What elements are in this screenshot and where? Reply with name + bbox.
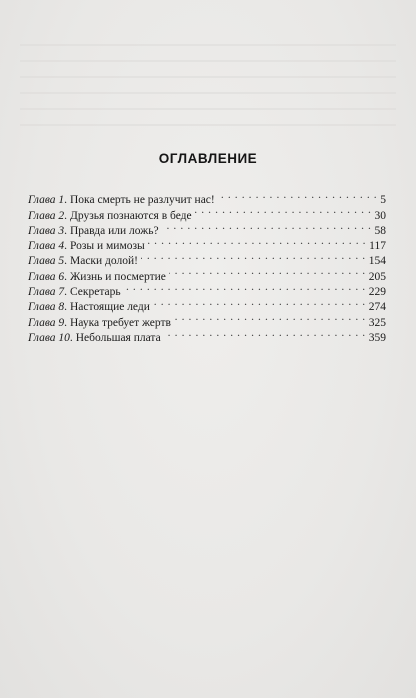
chapter-number: 8 [58, 301, 65, 314]
dot-leader [195, 203, 372, 218]
chapter-label: Глава [28, 255, 56, 268]
chapter-title: Розы и мимозы [70, 240, 145, 253]
dot-leader [153, 295, 366, 310]
chapter-title: Настоящие леди [70, 301, 150, 314]
dot-leader [169, 264, 366, 279]
chapter-label: Глава [28, 209, 56, 222]
show-through-line [20, 60, 396, 62]
show-through-line [20, 108, 396, 110]
toc-entry[interactable] [28, 188, 386, 207]
number-separator: . [69, 331, 73, 344]
chapter-number: 5 [58, 255, 65, 268]
number-separator: . [64, 270, 67, 283]
number-separator: . [64, 209, 67, 222]
chapter-label: Глава [28, 331, 56, 344]
chapter-number: 3 [58, 224, 65, 237]
chapter-title: Пока смерть не разлучит нас! [70, 194, 215, 207]
show-through-line [20, 44, 396, 46]
toc-title: ОГЛАВЛЕНИЕ [158, 151, 258, 166]
chapter-number: 10 [58, 331, 70, 344]
page-number: 274 [368, 301, 386, 314]
page-number: 117 [369, 240, 386, 253]
chapter-title: Секретарь [70, 286, 121, 299]
page-number: 205 [368, 270, 386, 283]
show-through-line [20, 76, 396, 78]
page-number: 58 [374, 224, 386, 237]
number-separator: . [64, 316, 67, 329]
chapter-label: Глава [28, 316, 56, 329]
show-through-line [20, 92, 396, 94]
dot-leader [218, 188, 378, 203]
table-of-contents [28, 188, 386, 344]
page-number: 154 [368, 255, 386, 268]
chapter-number: 6 [58, 270, 65, 283]
chapter-title: Наука требует жертв [70, 316, 171, 329]
chapter-title: Правда или ложь? [70, 224, 159, 237]
page-number: 359 [368, 331, 386, 344]
chapter-label: Глава [28, 194, 56, 207]
chapter-number: 1 [58, 194, 65, 207]
chapter-label: Глава [28, 286, 56, 299]
chapter-number: 2 [58, 209, 65, 222]
dot-leader [162, 219, 372, 234]
dot-leader [124, 280, 366, 295]
page-number: 5 [380, 194, 386, 207]
number-separator: . [64, 194, 67, 207]
chapter-title: Маски долой! [70, 255, 138, 268]
page-number: 30 [374, 209, 386, 222]
dot-leader [148, 234, 366, 249]
number-separator: . [64, 255, 67, 268]
dot-leader [164, 326, 366, 341]
number-separator: . [64, 224, 67, 237]
page-number: 325 [368, 316, 386, 329]
show-through-line [20, 124, 396, 126]
chapter-label: Глава [28, 270, 56, 283]
chapter-number: 7 [58, 286, 65, 299]
chapter-label: Глава [28, 224, 56, 237]
chapter-number: 9 [58, 316, 65, 329]
chapter-title: Небольшая плата [75, 331, 161, 344]
dot-leader [141, 249, 366, 264]
chapter-title: Жизнь и посмертие [70, 270, 166, 283]
chapter-label: Глава [28, 301, 56, 314]
chapter-title: Друзья познаются в беде [70, 209, 192, 222]
chapter-label: Глава [28, 240, 56, 253]
number-separator: . [64, 301, 67, 314]
number-separator: . [64, 286, 67, 299]
number-separator: . [64, 240, 67, 253]
dot-leader [174, 310, 366, 325]
chapter-number: 4 [58, 240, 65, 253]
page-number: 229 [368, 286, 386, 299]
